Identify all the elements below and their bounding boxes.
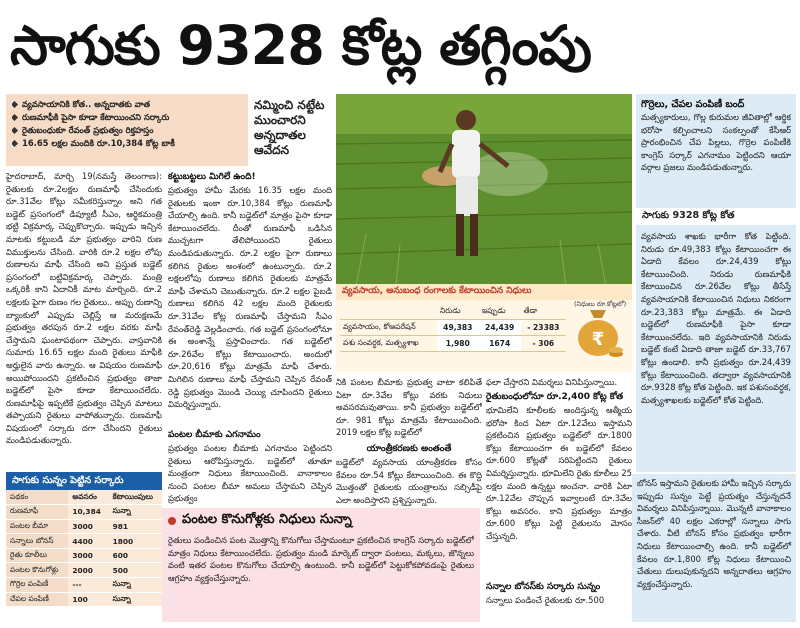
highlight-item: వ్యవసాయానికి కోత.. అన్నదాతకు వాత xyxy=(12,98,242,111)
table-header-cell: కేటాయింపులు xyxy=(109,490,162,505)
table-header-cell: తేడా xyxy=(521,304,566,320)
article-text: బడ్జెట్‌లో వ్యవసాయ యాంత్రీకరణ కోసం కేవలం రూ.54 కోట్లు కేటాయించింది. ఈ కొద్ది మొత్తంతో రైతులకు యంత్రాలను సబ్సిడీపై ఎలా అందిస్తారని ప్రశ్నిస్తున్నారు. xyxy=(336,457,482,505)
table-row xyxy=(340,320,566,336)
bonus-column-text: బోనస్ ఇస్తామని రైతులకు హామీ ఇచ్చిన సర్కారు ఇప్పుడు సున్నం పెట్టే ప్రయత్నం చేస్తున్నదనే విమర్శలు వినిపిస్తున్నాయి. మొన్నటి వానాకాలం సీజన్‌లో 40 లక్షల ఎకరాల్లో సన్నాలు సాగు చేశారు. వీటి బోనస్ కోసం ప్రభుత్వం భారీగా నిధులు కేటాయించాల్సి ఉంది. కానీ బడ్జెట్‌లో కేవలం రూ.1,800 కోట్ల నిధులు కేటాయించి చేతులు దులుపుకున్నదని అన్నదాతలు ఆగ్రహం వ్యక్తంచేస్తున్నారు. xyxy=(632,474,796,622)
sidebar-cut-text: వ్యవసాయ శాఖకు భారీగా కోత పెట్టింది. నిరుడు రూ.49,383 కోట్లు కేటాయించగా ఈ ఏడాది కేవలం రూ.24,439 కోట్లు కేటాయించింది. నిరుడు రుణమాఫీకి కేటాయించిన రూ.26వేల కోట్లు తీసేస్తే వ్యవసాయానికి కేటాయించిన నిధులు నికరంగా రూ.23,383 కోట్లు మాత్రమే. ఈ ఏడాది బడ్జెట్‌లో రుణమాఫీకి పైసా కూడా కేటాయించలేదు. ఇది వ్యవసాయానికి నిరుడు బడ్జెట్ కంటే ఏడాది తాజా బడ్జెట్ రూ.33,767 కోట్లు ఉండాలి. కానీ ప్రభుత్వం రూ.24,439 కోట్లు కేటాయించింది. తద్వారా వ్యవసాయానికి రూ.9328 కోట్ల కోత పెట్టింది. ఇక పశుసంవర్ధక, మత్స్యశాఖలకు బడ్జెట్‌లో కోత పెట్టింది. xyxy=(636,228,796,472)
article-column-1: హైదరాబాద్, మార్చి 19(నమస్తే తెలంగాణ): రైతులకు రూ.2లక్షల రుణమాఫీ చేసిందుకు రూ.31వేల కోట్లు సమీకరిస్తున్నాం అని గత బడ్జెట్ ప్రసంగంలో డిప్యూటీ సీఎం, ఆర్థికమంత్రి భట్టి విక్రమార్క చెప్పుకొచ్చారు. ఇప్పుడు ఇచ్చిన మాటకు కట్టుబడి మా ప్రభుత్వం వారిని రుణ విముక్తులను చేసింది. వారికి రూ.2 లక్షల లోపు రుణాలను మాఫీ చేసింది అని ప్రస్తుత బడ్జెట్ ప్రసంగంలో బట్టివిక్రమార్క చెప్పారు. మంత్రి ఒక్కరికీ కాని ఏదానికీ మాట మార్చింది. రూ.2 లక్షలకు పైగా రుణం గల రైతులు.. అప్పు రుణాన్ని బ్యాంకులో ఎప్పుడు చెల్లిస్తే ఆ మరుక్షణమే ప్రభుత్వం తరపున రూ.2 లక్షల వరకు మాఫీ చేస్తామని ఘంటాపథంగా చెప్పారు. వాస్తవానికి సుమారు 16.65 లక్షల మంది రైతులు మాఫీకి అర్హులైన వారు ఉన్నారు. ఆ విషయం రుణమాఫీ అయిపోయిందని ప్రకటించిన ప్రభుత్వం తాజా బడ్జెట్‌లో పైసా కూడా కేటాయించలేదు. రుణమాఫీపై ఇప్పటికే ప్రభుత్వం చెప్పిన మాటలు తప్పాయని రైతులు వాపోతున్నారు. రుణమాఫీ విషయంలో సర్కారు దగా చేసిందని రైతులు మండిపడుతున్నారు. xyxy=(6,171,162,446)
table-header-cell xyxy=(340,304,437,320)
section-heading: పంటల బీమాకు ఎగనామం xyxy=(168,430,261,440)
allocation-table xyxy=(340,304,566,352)
table-cell: 24,439 xyxy=(479,320,521,336)
table-cell: - 23383 xyxy=(521,320,566,336)
table-cell: 600 xyxy=(109,548,162,563)
pull-quote: నమ్మించి నట్టేట ముంచారని అన్నదాతల ఆవేదన xyxy=(254,98,325,157)
table-row xyxy=(340,336,566,352)
procurement-box xyxy=(162,508,480,622)
article-text: ఫలా చేస్తారని విమర్శలు వినిపిస్తున్నాయి. xyxy=(486,377,618,387)
table-row xyxy=(6,563,162,578)
table-header-cell: అవసరం xyxy=(68,490,108,505)
article-text: భూమిలేని కూలీలకు అందిస్తున్న ఆత్మీయ భరోసా కింద ఏటా రూ.12వేలు ఇస్తామని ప్రకటించిన ప్రభుత్వం బడ్జెట్‌లో రూ.1800 కోట్లు కేటాయించగా ఈ బడ్జెట్‌లో కేవలం రూ.600 కోట్లతో సరిపెట్టిందని రైతులు విమర్శిస్తున్నారు. భూమిలేని రైతు కూలీలు 25 లక్షల మంది ఉన్నట్టు అంచనా. వారికి ఏటా రూ.12వేల చొప్పున ఇవ్వాలంటే రూ.3వేల కోట్లు అవసరం. కాని ప్రభుత్వం మాత్రం రూ.600 కోట్లు పెట్టి రైతులను మోసం చేస్తున్నది. xyxy=(486,405,632,541)
table-row xyxy=(6,519,162,534)
allocation-title: వ్యవసాయ, అనుబంధ రంగాలకు కేటాయించిన నిధులు xyxy=(336,284,632,300)
schemes-table xyxy=(6,490,162,607)
table-cell: 2000 xyxy=(68,563,108,578)
table-header-cell: నిరుడు xyxy=(437,304,479,320)
article-column-3 xyxy=(336,376,482,506)
highlight-item: రైతుబంధుకూ రేవంత్ ప్రభుత్వం రిక్తహస్తం xyxy=(12,124,242,137)
svg-text:₹: ₹ xyxy=(591,329,605,350)
table-cell: సున్నా xyxy=(109,505,162,520)
table-row xyxy=(6,578,162,593)
table-cell: వ్యవసాయం, కోఆపరేషన్ xyxy=(340,320,437,336)
table-cell: సన్నాలు బోనస్ xyxy=(6,534,68,549)
table-cell: 3000 xyxy=(68,548,108,563)
schemes-table-box xyxy=(6,472,162,622)
procurement-text: రైతులు పండించిన పంట మొత్తాన్ని కొనుగోలు చేస్తామంటూ ప్రకటించిన కాంగ్రెస్ సర్కారు బడ్జెట్‌లో మాత్రం నిధులు కేటాయించలేదు. ప్రభుత్వం మండి మార్కెట్ ద్వారా పంటలు, మక్కలు, జొన్నలు వంటి ఇతర పంటల కొనుగోలు చేయాల్సి ఉంటుంది. కానీ బడ్జెట్‌లో పెట్టుకోకపోవడంపై రైతులు ఆగ్రహం వ్యక్తంచేస్తున్నారు. xyxy=(168,535,474,583)
table-header-row xyxy=(340,304,566,320)
table-cell: 3000 xyxy=(68,519,108,534)
table-cell: 49,383 xyxy=(437,320,479,336)
table-row xyxy=(6,548,162,563)
table-header-row xyxy=(6,490,162,505)
table-cell: సున్నా xyxy=(109,592,162,607)
section-heading: సన్నాల బోనస్‌కు సర్కారు సున్నం xyxy=(486,582,601,592)
table-header-cell: ఇప్పుడు xyxy=(479,304,521,320)
table-cell: 1800 xyxy=(109,534,162,549)
highlight-item: 16.65 లక్షల మందికి రూ.10,384 కోట్ల బాకీ xyxy=(12,137,242,150)
table-cell: 4400 xyxy=(68,534,108,549)
section-heading: యాంత్రీకరణకు అంతంతే xyxy=(366,444,452,454)
table-cell: పంటల బీమా xyxy=(6,519,68,534)
article-text: ప్రభుత్వం పంటల బీమాకు ఎగనామం పెట్టిందని రైతులు ఆరోపిస్తున్నారు. బడ్జెట్‌లో తూతూ మంత్రంగా నిధులు కేటాయించింది. వానాకాలం నుంచి పంటల బీమా అమలు చేస్తామని చెప్పిన ప్రభుత్వం xyxy=(168,443,332,504)
unit-label: (నిధులు రూ.కోట్లలో) xyxy=(574,300,627,308)
article-text: ప్రభుత్వం హామీ మేరకు 16.35 లక్షల మంది రైతులకు ఇంకా రూ.10,384 కోట్లు రుణమాఫీ చేయాల్సి ఉంది. కానీ బడ్జెట్‌లో మాత్రం పైసా కూడా కేటాయించలేదు. దీంతో రుణమాఫీ ఒడిసిన ముచ్చటగా తేలిపోయిందని రైతులు మండిపడుతున్నారు. రూ.2 లక్షల పైగా రుణాలు కలిగిన రైతుల అంశంలో ఉంటున్నారు. రూ.2 లక్షలలోపు రుణాలు కలిగిన రైతులకు మాత్రమే మాఫీ చేశామని చెబుతున్నారు. రూ.2 లక్షల పైబడి రుణాలు కలిగిన 42 లక్షల మంది రైతులకు రూ.31వేల కోట్ల రుణమాఫీ చేస్తామని సీఎం రేవంత్‌రెడ్డి వెల్లడించారు. గత బడ్జెట్ ప్రసంగంలోనూ ఈ అంశాన్నే ప్రస్తావించారు. గత బడ్జెట్‌లో రూ.26వేల కోట్లు కేటాయించారు. అందులో రూ.20,616 కోట్లు మాత్రమే మాఫీ చేశారు. మిగిలిన రుణాలు మాఫీ చేస్తామని చెప్పిన రేవంత్ రెడ్డి ప్రభుత్వం మొండి చెయ్యి చూపిందని రైతులు విమర్శిస్తున్నారు. xyxy=(168,185,332,410)
table-cell: 981 xyxy=(109,519,162,534)
highlights-box xyxy=(6,94,248,166)
table-cell: --- xyxy=(68,578,108,593)
rupee-money-bag-icon xyxy=(572,300,627,360)
section-heading: కట్టుబట్టలు మిగిలే ఉంది! xyxy=(168,172,256,182)
table-cell: 500 xyxy=(109,563,162,578)
table-cell: సున్నా xyxy=(109,578,162,593)
sidebar-subheading: సాగుకు 9328 కోట్ల కోత xyxy=(636,208,796,225)
table-cell: రుణమాఫీ xyxy=(6,505,68,520)
section-heading: రైతుబంధులోనూ రూ.2,400 కోట్ల కోత xyxy=(486,392,624,402)
farmer-photo xyxy=(336,94,632,286)
table-row xyxy=(6,505,162,520)
highlight-item: రుణమాఫీకి పైసా కూడా కేటాయించని సర్కారు xyxy=(12,111,242,124)
page-headline: సాగుకు 9328 కోట్ల తగ్గింపు xyxy=(10,14,591,77)
table-cell: గొర్రెల పంపిణీ xyxy=(6,578,68,593)
table-cell: రైతు కూలీలు xyxy=(6,548,68,563)
article-column-2 xyxy=(168,170,332,506)
table-cell: 100 xyxy=(68,592,108,607)
schemes-table-title: సాగుకు సున్నం పెట్టిన సర్కారు xyxy=(6,472,162,490)
table-row xyxy=(6,592,162,607)
table-cell: - 306 xyxy=(521,336,566,352)
table-cell: 1,980 xyxy=(437,336,479,352)
article-text: సన్నాలు పండించే రైతులకు రూ.500 xyxy=(486,595,605,605)
table-cell: పంటల కొనుగోళ్లు xyxy=(6,563,68,578)
sidebar-text: మత్స్యకారులు, గొల్ల కురుమల జీవితాల్లో ఆర్థిక భరోసా కల్పించాలని సంకల్పంతో కేసీఆర్ ప్రారంభించిన చేప పిల్లలు, గొర్రెల పంపిణీకి కాంగ్రెస్ సర్కార్ ఎగనామం పెట్టిందని ఆయా వర్గాల ప్రజలు మండిపడుతున్నారు. xyxy=(641,112,791,173)
table-cell: 1674 xyxy=(479,336,521,352)
farmer-spraying-field-image xyxy=(336,94,632,286)
table-cell: పశు సంవర్ధక, మత్స్యశాఖ xyxy=(340,336,437,352)
allocation-box xyxy=(336,284,632,372)
sidebar-title: గొర్రెలు, చేపల పంపిణీ బంద్ xyxy=(641,99,745,110)
table-row xyxy=(6,534,162,549)
table-header-cell: పథకం xyxy=(6,490,68,505)
procurement-title: పంటల కొనుగోళ్లకు నిధులు సున్నా xyxy=(168,512,474,530)
article-column-4 xyxy=(486,376,632,624)
highlights-list xyxy=(12,98,242,150)
table-cell: 10,384 xyxy=(68,505,108,520)
table-cell: చేపల పంపిణీ xyxy=(6,592,68,607)
article-text: నికి పంటల బీమాకు ప్రభుత్వ వాటా కలిపితే ఏటా రూ.3వేల కోట్లు వరకు నిధులు అవసరమవుతాయి. కానీ ప్రభుత్వం బడ్జెట్‌లో రూ. 981 కోట్లు మాత్రమే కేటాయించింది. 2019 లక్షల కోట్ల బడ్జెట్‌లో xyxy=(336,377,482,438)
